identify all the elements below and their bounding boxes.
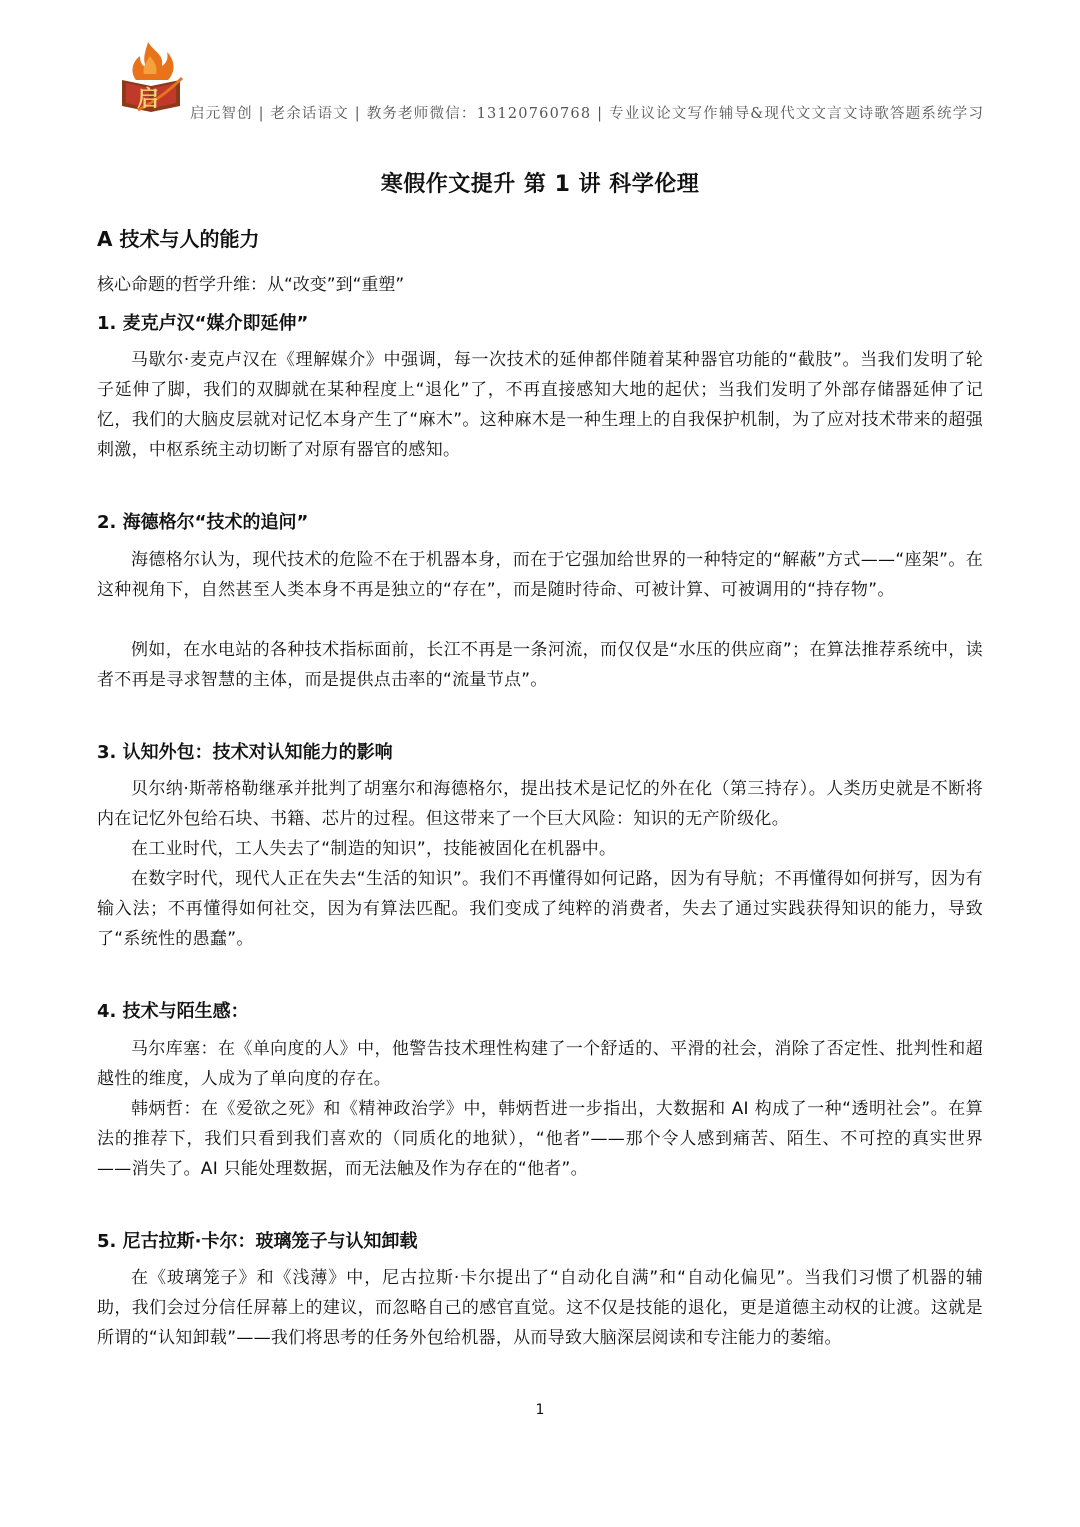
section-5-paragraph-1: 在《玻璃笼子》和《浅薄》中，尼古拉斯·卡尔提出了“自动化自满”和“自动化偏见”。当我们习惯了机器的辅助，我们会过分信任屏幕上的建议，而忽略自己的感官直觉。这不仅是技能的退化，更是道德主动权的让渡。这就是所谓的“认知卸载”——我们将思考的任务外包给机器，从而导致大脑深层阅读和专注能力的萎缩。	[97, 1268, 983, 1348]
section-4-paragraph-2: 韩炳哲：在《爱欲之死》和《精神政治学》中，韩炳哲进一步指出，大数据和 AI 构成了一种“透明社会”。在算法的推荐下，我们只看到我们喜欢的（同质化的地狱），“他者”——那个令人感到痛苦、陌生、不可控的真实世界——消失了。AI 只能处理数据，而无法触及作为存在的“他者”。	[97, 1099, 983, 1179]
section-2-paragraph-2: 例如，在水电站的各种技术指标面前，长江不再是一条河流，而仅仅是“水压的供应商”；在算法推荐系统中，读者不再是寻求智慧的主体，而是提供点击率的“流量节点”。	[97, 640, 983, 690]
core-proposition: 核心命题的哲学升维：从“改变”到“重塑”	[97, 275, 405, 295]
section-2-paragraph-1: 海德格尔认为，现代技术的危险不在于机器本身，而在于它强加给世界的一种特定的“解蔽”方式——“座架”。在这种视角下，自然甚至人类本身不再是独立的“存在”，而是随时待命、可被计算、可被调用的“持存物”。	[97, 550, 983, 600]
page-number: 1	[535, 1402, 545, 1418]
section-5-heading: 5. 尼古拉斯·卡尔：玻璃笼子与认知卸载	[97, 1231, 418, 1252]
header-text: 启元智创 | 老余话语文 | 教务老师微信：13120760768 | 专业议论文写作辅导&现代文文言文诗歌答题系统学习	[190, 106, 985, 122]
qiyuan-logo-icon	[118, 40, 184, 116]
logo-glyph: 启	[137, 86, 160, 112]
section-4-heading: 4. 技术与陌生感：	[97, 1001, 249, 1022]
section-3-paragraph-2: 在工业时代，工人失去了“制造的知识”，技能被固化在机器中。	[131, 839, 617, 859]
section-1-paragraph-1: 马歇尔·麦克卢汉在《理解媒介》中强调，每一次技术的延伸都伴随着某种器官功能的“截肢”。当我们发明了轮子延伸了脚，我们的双脚就在某种程度上“退化”了，不再直接感知大地的起伏；当我们发明了外部存储器延伸了记忆，我们的大脑皮层就对记忆本身产生了“麻木”。这种麻木是一种生理上的自我保护机制，为了应对技术带来的超强刺激，中枢系统主动切断了对原有器官的感知。	[97, 350, 983, 460]
section-1-heading: 1. 麦克卢汉“媒介即延伸”	[97, 313, 309, 334]
page-header	[118, 40, 998, 124]
page-title: 寒假作文提升 第 1 讲 科学伦理	[380, 172, 700, 197]
section-2-heading: 2. 海德格尔“技术的追问”	[97, 512, 309, 533]
section-3-paragraph-3: 在数字时代，现代人正在失去“生活的知识”。我们不再懂得如何记路，因为有导航；不再懂得如何拼写，因为有输入法；不再懂得如何社交，因为有算法匹配。我们变成了纯粹的消费者，失去了通过实践获得知识的能力，导致了“系统性的愚蠢”。	[97, 869, 983, 949]
section-3-paragraph-1: 贝尔纳·斯蒂格勒继承并批判了胡塞尔和海德格尔，提出技术是记忆的外在化（第三持存）。人类历史就是不断将内在记忆外包给石块、书籍、芯片的过程。但这带来了一个巨大风险：知识的无产阶级化。	[97, 779, 983, 829]
section-a-heading: A 技术与人的能力	[97, 227, 260, 251]
section-3-heading: 3. 认知外包：技术对认知能力的影响	[97, 742, 393, 763]
section-4-paragraph-1: 马尔库塞：在《单向度的人》中，他警告技术理性构建了一个舒适的、平滑的社会，消除了否定性、批判性和超越性的维度，人成为了单向度的存在。	[97, 1039, 983, 1089]
